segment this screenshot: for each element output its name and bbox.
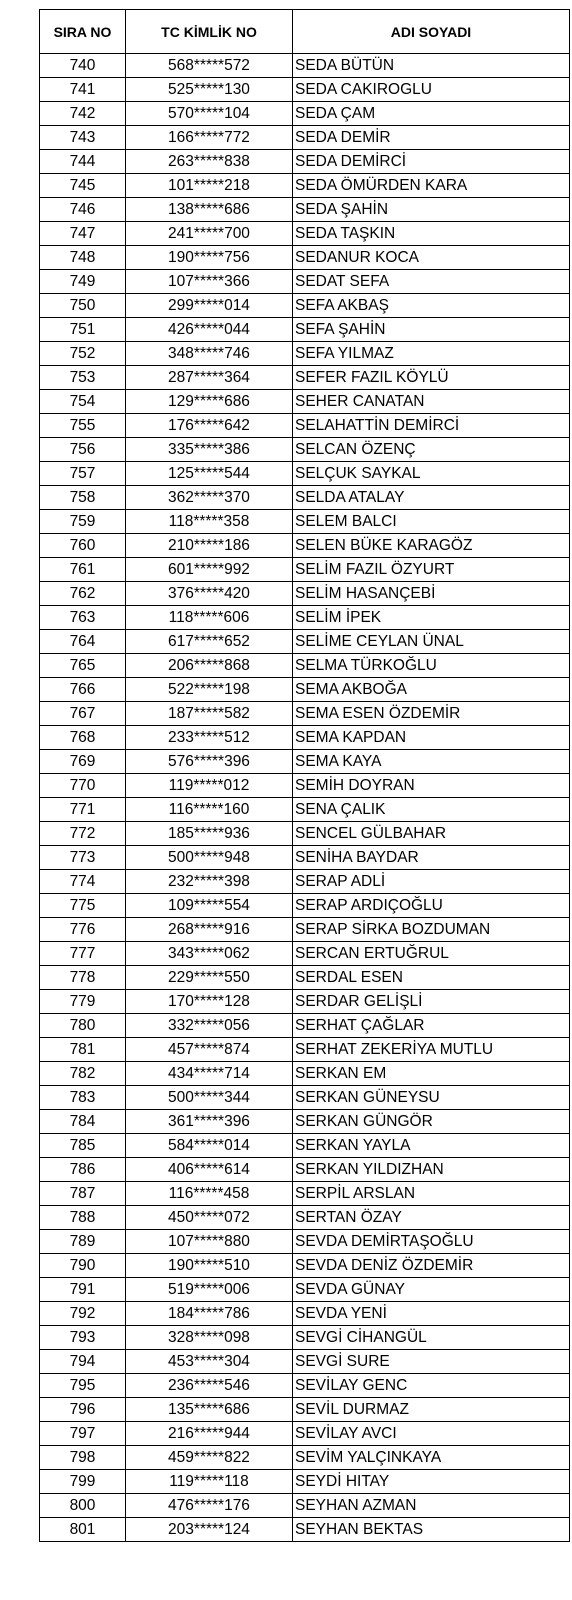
adi-soyadi-cell: SEVDA DEMİRTAŞOĞLU	[293, 1230, 570, 1254]
tc-kimlik-no-cell: 116*****458	[126, 1182, 293, 1206]
tc-kimlik-no-cell: 203*****124	[126, 1518, 293, 1542]
sira-no-cell: 796	[40, 1398, 126, 1422]
sira-no-cell: 769	[40, 750, 126, 774]
adi-soyadi-cell: SERDAR GELİŞLİ	[293, 990, 570, 1014]
table-row	[40, 1302, 570, 1326]
tc-kimlik-no-cell: 116*****160	[126, 798, 293, 822]
sira-no-cell: 774	[40, 870, 126, 894]
table-row	[40, 366, 570, 390]
adi-soyadi-cell: SELİM FAZIL ÖZYURT	[293, 558, 570, 582]
tc-kimlik-no-cell: 459*****822	[126, 1446, 293, 1470]
tc-kimlik-no-cell: 118*****606	[126, 606, 293, 630]
sira-no-cell: 760	[40, 534, 126, 558]
tc-kimlik-no-cell: 185*****936	[126, 822, 293, 846]
table-row	[40, 1350, 570, 1374]
sira-no-cell: 747	[40, 222, 126, 246]
table-row	[40, 342, 570, 366]
tc-kimlik-no-cell: 135*****686	[126, 1398, 293, 1422]
table-row	[40, 606, 570, 630]
adi-soyadi-cell: SERTAN ÖZAY	[293, 1206, 570, 1230]
tc-kimlik-no-cell: 287*****364	[126, 366, 293, 390]
adi-soyadi-cell: SEVDA GÜNAY	[293, 1278, 570, 1302]
table-body	[40, 54, 570, 1542]
sira-no-cell: 756	[40, 438, 126, 462]
adi-soyadi-cell: SELEM BALCI	[293, 510, 570, 534]
tc-kimlik-no-cell: 361*****396	[126, 1110, 293, 1134]
adi-soyadi-cell: SEDA DEMİR	[293, 126, 570, 150]
adi-soyadi-cell: SEVGİ CİHANGÜL	[293, 1326, 570, 1350]
sira-no-cell: 764	[40, 630, 126, 654]
tc-kimlik-no-cell: 190*****510	[126, 1254, 293, 1278]
tc-kimlik-no-cell: 457*****874	[126, 1038, 293, 1062]
table-row	[40, 1446, 570, 1470]
sira-no-cell: 757	[40, 462, 126, 486]
sira-no-cell: 792	[40, 1302, 126, 1326]
tc-kimlik-no-cell: 119*****012	[126, 774, 293, 798]
adi-soyadi-cell: SEVİM YALÇINKAYA	[293, 1446, 570, 1470]
table-row	[40, 582, 570, 606]
table-header	[40, 10, 570, 54]
adi-soyadi-cell: SERCAN ERTUĞRUL	[293, 942, 570, 966]
adi-soyadi-cell: SERHAT ZEKERİYA MUTLU	[293, 1038, 570, 1062]
sira-no-cell: 797	[40, 1422, 126, 1446]
table-row	[40, 1326, 570, 1350]
table-row	[40, 1134, 570, 1158]
table-row	[40, 1518, 570, 1542]
tc-kimlik-no-cell: 107*****366	[126, 270, 293, 294]
table-row	[40, 78, 570, 102]
adi-soyadi-cell: SEDA CAKIROGLU	[293, 78, 570, 102]
table-row	[40, 1062, 570, 1086]
sira-no-cell: 785	[40, 1134, 126, 1158]
sira-no-cell: 786	[40, 1158, 126, 1182]
tc-kimlik-no-cell: 434*****714	[126, 1062, 293, 1086]
sira-no-cell: 789	[40, 1230, 126, 1254]
tc-kimlik-no-cell: 568*****572	[126, 54, 293, 78]
tc-kimlik-no-cell: 190*****756	[126, 246, 293, 270]
adi-soyadi-cell: SEVİL DURMAZ	[293, 1398, 570, 1422]
table-row	[40, 1254, 570, 1278]
table-row	[40, 414, 570, 438]
sira-no-cell: 777	[40, 942, 126, 966]
sira-no-cell: 773	[40, 846, 126, 870]
table-row	[40, 654, 570, 678]
adi-soyadi-cell: SEDA TAŞKIN	[293, 222, 570, 246]
sira-no-cell: 762	[40, 582, 126, 606]
tc-kimlik-no-cell: 335*****386	[126, 438, 293, 462]
tc-kimlik-no-cell: 453*****304	[126, 1350, 293, 1374]
table-row	[40, 246, 570, 270]
tc-kimlik-no-cell: 138*****686	[126, 198, 293, 222]
table-row	[40, 510, 570, 534]
tc-kimlik-no-cell: 109*****554	[126, 894, 293, 918]
tc-kimlik-no-cell: 299*****014	[126, 294, 293, 318]
table-row	[40, 630, 570, 654]
adi-soyadi-cell: SERHAT ÇAĞLAR	[293, 1014, 570, 1038]
tc-kimlik-no-cell: 500*****344	[126, 1086, 293, 1110]
tc-kimlik-no-cell: 406*****614	[126, 1158, 293, 1182]
table-row	[40, 822, 570, 846]
sira-no-cell: 761	[40, 558, 126, 582]
table-row	[40, 486, 570, 510]
sira-no-cell: 793	[40, 1326, 126, 1350]
sira-no-cell: 779	[40, 990, 126, 1014]
tc-kimlik-no-cell: 476*****176	[126, 1494, 293, 1518]
adi-soyadi-cell: SEDA BÜTÜN	[293, 54, 570, 78]
adi-soyadi-cell: SELİME CEYLAN ÜNAL	[293, 630, 570, 654]
adi-soyadi-cell: SEVDA DENİZ ÖZDEMİR	[293, 1254, 570, 1278]
tc-kimlik-no-cell: 328*****098	[126, 1326, 293, 1350]
tc-kimlik-no-cell: 176*****642	[126, 414, 293, 438]
tc-kimlik-no-cell: 170*****128	[126, 990, 293, 1014]
adi-soyadi-cell: SEDA ŞAHİN	[293, 198, 570, 222]
sira-no-cell: 780	[40, 1014, 126, 1038]
table-row	[40, 894, 570, 918]
sira-no-cell: 755	[40, 414, 126, 438]
sira-no-cell: 791	[40, 1278, 126, 1302]
sira-no-cell: 772	[40, 822, 126, 846]
table-row	[40, 1230, 570, 1254]
table-row	[40, 1206, 570, 1230]
sira-no-cell: 745	[40, 174, 126, 198]
table-row	[40, 54, 570, 78]
sira-no-cell: 753	[40, 366, 126, 390]
tc-kimlik-no-cell: 187*****582	[126, 702, 293, 726]
tc-kimlik-no-cell: 268*****916	[126, 918, 293, 942]
table-row	[40, 702, 570, 726]
adi-soyadi-cell: SEDA DEMİRCİ	[293, 150, 570, 174]
tc-kimlik-no-cell: 500*****948	[126, 846, 293, 870]
tc-kimlik-no-cell: 570*****104	[126, 102, 293, 126]
table-row	[40, 390, 570, 414]
table-row	[40, 558, 570, 582]
table-row	[40, 1398, 570, 1422]
tc-kimlik-no-cell: 426*****044	[126, 318, 293, 342]
sira-no-cell: 746	[40, 198, 126, 222]
adi-soyadi-cell: SENİHA BAYDAR	[293, 846, 570, 870]
table-row	[40, 174, 570, 198]
table-row	[40, 270, 570, 294]
tc-kimlik-no-cell: 601*****992	[126, 558, 293, 582]
sira-no-cell: 784	[40, 1110, 126, 1134]
sira-no-cell: 767	[40, 702, 126, 726]
table-row	[40, 774, 570, 798]
adi-soyadi-cell: SELEN BÜKE KARAGÖZ	[293, 534, 570, 558]
adi-soyadi-cell: SERAP SİRKA BOZDUMAN	[293, 918, 570, 942]
sira-no-cell: 787	[40, 1182, 126, 1206]
tc-kimlik-no-cell: 617*****652	[126, 630, 293, 654]
table-row	[40, 126, 570, 150]
adi-soyadi-cell: SEDANUR KOCA	[293, 246, 570, 270]
table-row	[40, 294, 570, 318]
table-row	[40, 1470, 570, 1494]
tc-kimlik-no-cell: 129*****686	[126, 390, 293, 414]
adi-soyadi-cell: SEVDA YENİ	[293, 1302, 570, 1326]
adi-soyadi-cell: SEMİH DOYRAN	[293, 774, 570, 798]
sira-no-cell: 771	[40, 798, 126, 822]
adi-soyadi-cell: SERKAN GÜNEYSU	[293, 1086, 570, 1110]
tc-kimlik-no-cell: 118*****358	[126, 510, 293, 534]
adi-soyadi-cell: SERDAL ESEN	[293, 966, 570, 990]
adi-soyadi-cell: SEDAT SEFA	[293, 270, 570, 294]
adi-soyadi-cell: SERKAN YAYLA	[293, 1134, 570, 1158]
adi-soyadi-cell: SELİM İPEK	[293, 606, 570, 630]
sira-no-cell: 783	[40, 1086, 126, 1110]
sira-no-cell: 799	[40, 1470, 126, 1494]
adi-soyadi-cell: SEFA YILMAZ	[293, 342, 570, 366]
header-row	[40, 10, 570, 54]
adi-soyadi-cell: SEVİLAY GENC	[293, 1374, 570, 1398]
sira-no-cell: 801	[40, 1518, 126, 1542]
sira-no-cell: 751	[40, 318, 126, 342]
sira-no-cell: 754	[40, 390, 126, 414]
sira-no-cell: 765	[40, 654, 126, 678]
participant-table	[39, 9, 570, 1542]
tc-kimlik-no-cell: 522*****198	[126, 678, 293, 702]
tc-kimlik-no-cell: 233*****512	[126, 726, 293, 750]
tc-kimlik-no-cell: 332*****056	[126, 1014, 293, 1038]
adi-soyadi-cell: SENCEL GÜLBAHAR	[293, 822, 570, 846]
header-adi-soyadi: ADI SOYADI	[293, 10, 570, 54]
tc-kimlik-no-cell: 236*****546	[126, 1374, 293, 1398]
sira-no-cell: 744	[40, 150, 126, 174]
adi-soyadi-cell: SEMA AKBOĞA	[293, 678, 570, 702]
table-row	[40, 1014, 570, 1038]
sira-no-cell: 752	[40, 342, 126, 366]
adi-soyadi-cell: SEYHAN BEKTAS	[293, 1518, 570, 1542]
adi-soyadi-cell: SEDA ÇAM	[293, 102, 570, 126]
table-row	[40, 462, 570, 486]
sira-no-cell: 798	[40, 1446, 126, 1470]
tc-kimlik-no-cell: 576*****396	[126, 750, 293, 774]
table-row	[40, 1158, 570, 1182]
tc-kimlik-no-cell: 584*****014	[126, 1134, 293, 1158]
table-row	[40, 1086, 570, 1110]
table-row	[40, 870, 570, 894]
sira-no-cell: 788	[40, 1206, 126, 1230]
table-row	[40, 1182, 570, 1206]
sira-no-cell: 743	[40, 126, 126, 150]
tc-kimlik-no-cell: 119*****118	[126, 1470, 293, 1494]
adi-soyadi-cell: SELMA TÜRKOĞLU	[293, 654, 570, 678]
table-row	[40, 918, 570, 942]
table-row	[40, 222, 570, 246]
tc-kimlik-no-cell: 206*****868	[126, 654, 293, 678]
tc-kimlik-no-cell: 101*****218	[126, 174, 293, 198]
sira-no-cell: 759	[40, 510, 126, 534]
adi-soyadi-cell: SENA ÇALIK	[293, 798, 570, 822]
tc-kimlik-no-cell: 525*****130	[126, 78, 293, 102]
adi-soyadi-cell: SEYDİ HITAY	[293, 1470, 570, 1494]
tc-kimlik-no-cell: 229*****550	[126, 966, 293, 990]
sira-no-cell: 778	[40, 966, 126, 990]
tc-kimlik-no-cell: 216*****944	[126, 1422, 293, 1446]
sira-no-cell: 750	[40, 294, 126, 318]
adi-soyadi-cell: SEVİLAY AVCI	[293, 1422, 570, 1446]
table-row	[40, 798, 570, 822]
adi-soyadi-cell: SEMA KAYA	[293, 750, 570, 774]
adi-soyadi-cell: SELİM HASANÇEBİ	[293, 582, 570, 606]
sira-no-cell: 795	[40, 1374, 126, 1398]
tc-kimlik-no-cell: 362*****370	[126, 486, 293, 510]
sira-no-cell: 800	[40, 1494, 126, 1518]
table-row	[40, 942, 570, 966]
sira-no-cell: 768	[40, 726, 126, 750]
table-row	[40, 966, 570, 990]
adi-soyadi-cell: SEVGİ SURE	[293, 1350, 570, 1374]
sira-no-cell: 766	[40, 678, 126, 702]
sira-no-cell: 741	[40, 78, 126, 102]
adi-soyadi-cell: SEFA ŞAHİN	[293, 318, 570, 342]
table-row	[40, 1374, 570, 1398]
adi-soyadi-cell: SEHER CANATAN	[293, 390, 570, 414]
adi-soyadi-cell: SERKAN GÜNGÖR	[293, 1110, 570, 1134]
tc-kimlik-no-cell: 210*****186	[126, 534, 293, 558]
tc-kimlik-no-cell: 343*****062	[126, 942, 293, 966]
adi-soyadi-cell: SELAHATTİN DEMİRCİ	[293, 414, 570, 438]
adi-soyadi-cell: SELCAN ÖZENÇ	[293, 438, 570, 462]
adi-soyadi-cell: SERAP ARDIÇOĞLU	[293, 894, 570, 918]
table-row	[40, 438, 570, 462]
adi-soyadi-cell: SEMA KAPDAN	[293, 726, 570, 750]
sira-no-cell: 763	[40, 606, 126, 630]
adi-soyadi-cell: SERPİL ARSLAN	[293, 1182, 570, 1206]
table-row	[40, 198, 570, 222]
sira-no-cell: 775	[40, 894, 126, 918]
table-row	[40, 1038, 570, 1062]
sira-no-cell: 742	[40, 102, 126, 126]
sira-no-cell: 781	[40, 1038, 126, 1062]
sira-no-cell: 776	[40, 918, 126, 942]
table-row	[40, 1278, 570, 1302]
header-tc-kimlik-no: TC KİMLİK NO	[126, 10, 293, 54]
table-row	[40, 1110, 570, 1134]
tc-kimlik-no-cell: 348*****746	[126, 342, 293, 366]
table-row	[40, 990, 570, 1014]
tc-kimlik-no-cell: 519*****006	[126, 1278, 293, 1302]
table-row	[40, 726, 570, 750]
sira-no-cell: 758	[40, 486, 126, 510]
sira-no-cell: 770	[40, 774, 126, 798]
tc-kimlik-no-cell: 125*****544	[126, 462, 293, 486]
table-row	[40, 534, 570, 558]
header-sira-no: SIRA NO	[40, 10, 126, 54]
tc-kimlik-no-cell: 166*****772	[126, 126, 293, 150]
tc-kimlik-no-cell: 107*****880	[126, 1230, 293, 1254]
adi-soyadi-cell: SERKAN YILDIZHAN	[293, 1158, 570, 1182]
tc-kimlik-no-cell: 232*****398	[126, 870, 293, 894]
adi-soyadi-cell: SELDA ATALAY	[293, 486, 570, 510]
adi-soyadi-cell: SEDA ÖMÜRDEN KARA	[293, 174, 570, 198]
tc-kimlik-no-cell: 184*****786	[126, 1302, 293, 1326]
adi-soyadi-cell: SEYHAN AZMAN	[293, 1494, 570, 1518]
table-row	[40, 750, 570, 774]
table-row	[40, 150, 570, 174]
sira-no-cell: 782	[40, 1062, 126, 1086]
sira-no-cell: 748	[40, 246, 126, 270]
sira-no-cell: 790	[40, 1254, 126, 1278]
table-row	[40, 318, 570, 342]
adi-soyadi-cell: SELÇUK SAYKAL	[293, 462, 570, 486]
adi-soyadi-cell: SERAP ADLİ	[293, 870, 570, 894]
table-row	[40, 846, 570, 870]
table-row	[40, 102, 570, 126]
sira-no-cell: 794	[40, 1350, 126, 1374]
tc-kimlik-no-cell: 263*****838	[126, 150, 293, 174]
adi-soyadi-cell: SERKAN EM	[293, 1062, 570, 1086]
tc-kimlik-no-cell: 450*****072	[126, 1206, 293, 1230]
adi-soyadi-cell: SEFER FAZIL KÖYLÜ	[293, 366, 570, 390]
sira-no-cell: 749	[40, 270, 126, 294]
adi-soyadi-cell: SEFA AKBAŞ	[293, 294, 570, 318]
adi-soyadi-cell: SEMA ESEN ÖZDEMİR	[293, 702, 570, 726]
table-row	[40, 1422, 570, 1446]
table-row	[40, 678, 570, 702]
sira-no-cell: 740	[40, 54, 126, 78]
tc-kimlik-no-cell: 241*****700	[126, 222, 293, 246]
tc-kimlik-no-cell: 376*****420	[126, 582, 293, 606]
table-row	[40, 1494, 570, 1518]
